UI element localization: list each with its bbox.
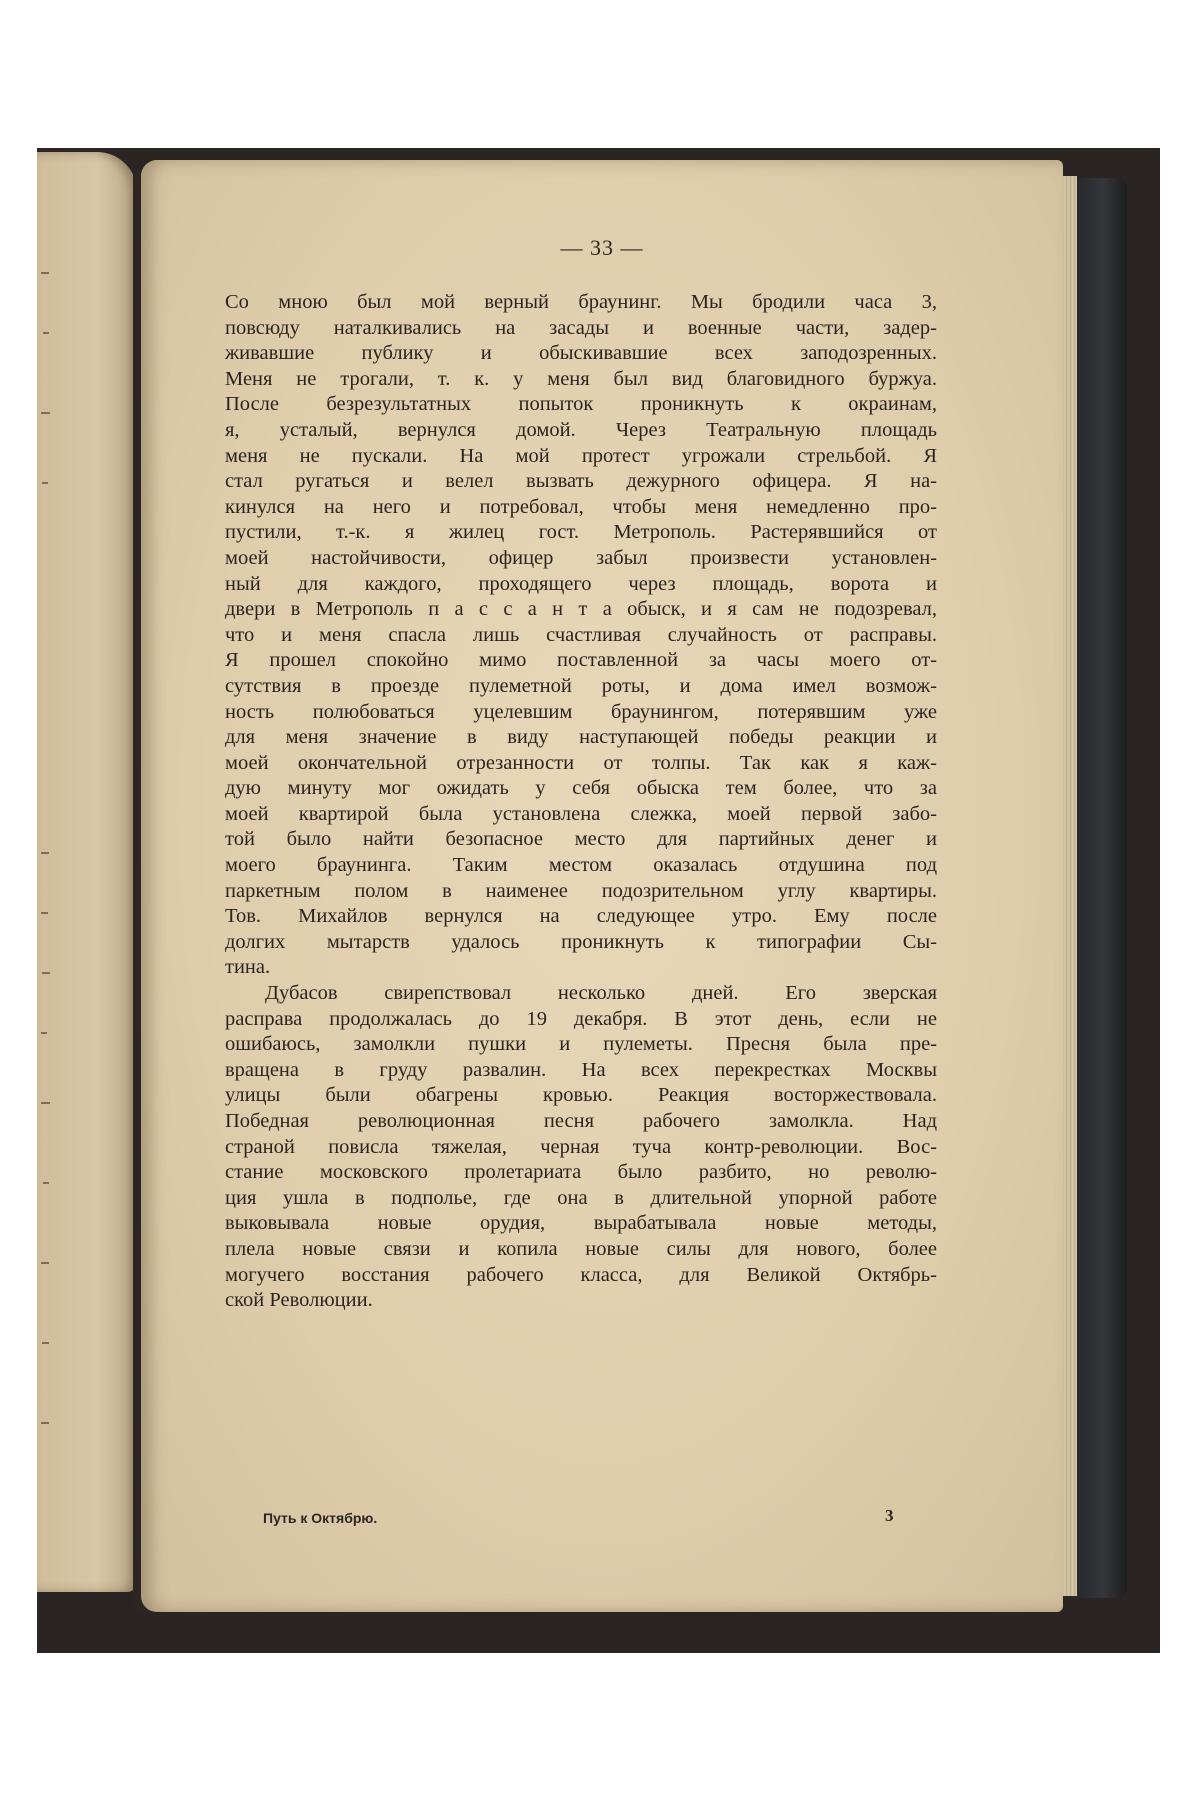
page-number: — 33 —: [560, 235, 644, 260]
text-line: для меня значение в виду наступающей победы реакции и: [225, 726, 937, 749]
text-line: я, усталый, вернулся домой. Через Театральную площадь: [225, 418, 937, 441]
text-line: моей квартирой была установлена слежка, моей первой забо-: [225, 802, 937, 825]
text-line: плела новые связи и копила новые силы для нового, более: [225, 1237, 937, 1260]
text-line: ция ушла в подполье, где она в длительной упорной работе: [225, 1186, 937, 1209]
text-line: Меня не трогали, т. к. у меня был вид благовидного буржуа.: [225, 367, 937, 390]
text-line: что и меня спасла лишь счастливая случайность от расправы.: [225, 623, 937, 646]
page-body: [225, 290, 937, 1314]
text-line: моей настойчивости, офицер забыл произвести установлен-: [225, 546, 937, 569]
text-line: стание московского пролетариата было разбито, но револю-: [225, 1161, 937, 1184]
text-line: Со мною был мой верный браунинг. Мы бродили часа 3,: [225, 291, 937, 313]
text-line: пустили, т.-к. я жилец гост. Метрополь. Растерявшийся от: [225, 521, 937, 544]
text-line: ность полюбоваться уцелевшим браунингом, потерявшим уже: [225, 700, 937, 723]
text-line: ской Революции.: [225, 1289, 373, 1312]
text-line: моей окончательной отрезанности от толпы. Так как я каж-: [225, 751, 937, 774]
facing-page-edge: [37, 152, 137, 1592]
text-line: тина.: [225, 956, 271, 979]
book-photo: [37, 148, 1160, 1653]
text-line: живавшие публику и обыскивавшие всех заподозренных.: [225, 342, 937, 365]
text-line: меня не пускали. На мой протест угрожали стрельбой. Я: [225, 444, 937, 467]
text-line: После безрезультатных попыток проникнуть к окраинам,: [225, 393, 937, 416]
text-line: выковывала новые орудия, вырабатывала новые методы,: [225, 1212, 937, 1235]
text-line: стал ругаться и велел вызвать дежурного офицера. Я на-: [225, 470, 937, 493]
text-line: кинулся на него и потребовал, чтобы меня немедленно про-: [225, 495, 937, 518]
book-page: [141, 160, 1063, 1612]
paragraph-2: [225, 981, 937, 1314]
text-line: повсюду наталкивались на засады и военные части, задер-: [225, 316, 937, 339]
printer-signature-mark: 3: [885, 1506, 894, 1525]
text-line: Я прошел спокойно мимо поставленной за часы моего от-: [225, 649, 937, 672]
text-line: могучего восстания рабочего класса, для Великой Октябрь-: [225, 1263, 937, 1286]
text-line: дую минуту мог ожидать у себя обыска тем более, что за: [225, 777, 937, 800]
text-line: улицы были обагрены кровью. Реакция восторжествовала.: [225, 1084, 937, 1107]
text-line: Победная революционная песня рабочего замолкла. Над: [225, 1110, 937, 1132]
footer-book-title: Путь к Октябрю.: [263, 1510, 378, 1526]
text-line: той было найти безопасное место для партийных денег и: [225, 828, 937, 851]
text-line: ный для каждого, проходящего через площадь, ворота и: [225, 572, 937, 595]
text-line: моего браунинга. Таким местом оказалась отдушина под: [225, 854, 937, 877]
text-line: вращена в груду развалин. На всех перекрестках Москвы: [225, 1058, 937, 1081]
text-line: ошибаюсь, замолкли пушки и пулеметы. Пресня была пре-: [225, 1033, 937, 1056]
text-line: долгих мытарств удалось проникнуть к типографии Сы-: [225, 930, 937, 953]
text-line: паркетным полом в наименее подозрительном углу квартиры.: [225, 879, 937, 902]
text-line: расправа продолжалась до 19 декабря. В этот день, если не: [225, 1007, 937, 1030]
text-line: Тов. Михайлов вернулся на следующее утро. Ему после: [225, 905, 937, 928]
text-line: двери в Метрополь п а с с а н т а обыск, и я сам не подозревал,: [225, 598, 937, 621]
paragraph-1: [225, 290, 937, 981]
text-line: Дубасов свирепствовал несколько дней. Его зверская: [265, 982, 937, 1005]
text-line: сутствия в проезде пулеметной роты, и дома имел возмож-: [225, 674, 937, 697]
text-line: страной повисла тяжелая, черная туча контр-революции. Вос-: [225, 1135, 937, 1158]
